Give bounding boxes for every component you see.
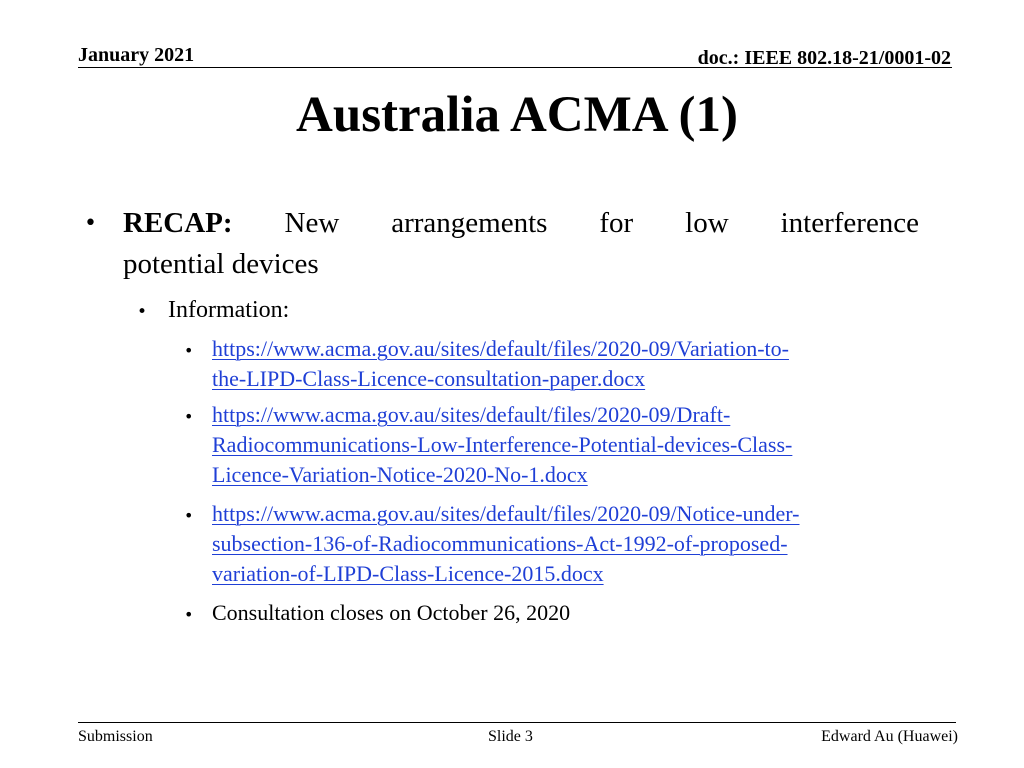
link-2-line-3[interactable]: Licence-Variation-Notice-2020-No-1.docx <box>212 462 588 487</box>
header-doc-id: doc.: IEEE 802.18-21/0001-02 <box>697 47 951 69</box>
bullet-icon: • <box>84 211 97 236</box>
footer-rule <box>78 722 956 723</box>
recap-line-2: potential devices <box>123 248 319 280</box>
link-3-line-3[interactable]: variation-of-LIPD-Class-Licence-2015.docx <box>212 561 604 586</box>
footer-slide-number: Slide 3 <box>488 728 533 745</box>
link-2-line-1[interactable]: https://www.acma.gov.au/sites/default/files/2020-09/Draft- <box>212 402 731 427</box>
bullet-icon: • <box>184 605 194 624</box>
bullet-icon: • <box>184 341 194 360</box>
info-label: Information: <box>168 297 290 323</box>
header-date: January 2021 <box>78 44 195 66</box>
footer-submission: Submission <box>78 728 153 745</box>
link-3-line-1[interactable]: https://www.acma.gov.au/sites/default/files/2020-09/Notice-under- <box>212 501 800 526</box>
recap-word: low <box>685 207 729 239</box>
link-1-line-1[interactable]: https://www.acma.gov.au/sites/default/files/2020-09/Variation-to- <box>212 336 789 361</box>
bullet-icon: • <box>184 506 194 525</box>
bullet-icon: • <box>137 302 148 322</box>
link-item-2[interactable] <box>212 400 792 490</box>
link-item-3[interactable] <box>212 499 800 589</box>
recap-word: interference <box>780 207 920 239</box>
consultation-note: Consultation closes on October 26, 2020 <box>212 600 571 625</box>
recap-label: RECAP: <box>123 207 233 239</box>
link-3-line-2[interactable]: subsection-136-of-Radiocommunications-Act-1992-of-proposed- <box>212 531 788 556</box>
recap-item <box>123 203 919 285</box>
recap-word: for <box>599 207 634 239</box>
recap-word: arrangements <box>391 207 548 239</box>
slide-title: Australia ACMA (1) <box>296 87 738 143</box>
header-rule <box>78 67 952 68</box>
recap-word: New <box>284 207 340 239</box>
bullet-icon: • <box>184 407 194 426</box>
link-1-line-2[interactable]: the-LIPD-Class-Licence-consultation-paper.docx <box>212 366 646 391</box>
link-2-line-2[interactable]: Radiocommunications-Low-Interference-Potential-devices-Class- <box>212 432 793 457</box>
link-item-1[interactable] <box>212 334 789 394</box>
recap-line-1 <box>123 203 919 244</box>
footer-author: Edward Au (Huawei) <box>821 728 958 745</box>
